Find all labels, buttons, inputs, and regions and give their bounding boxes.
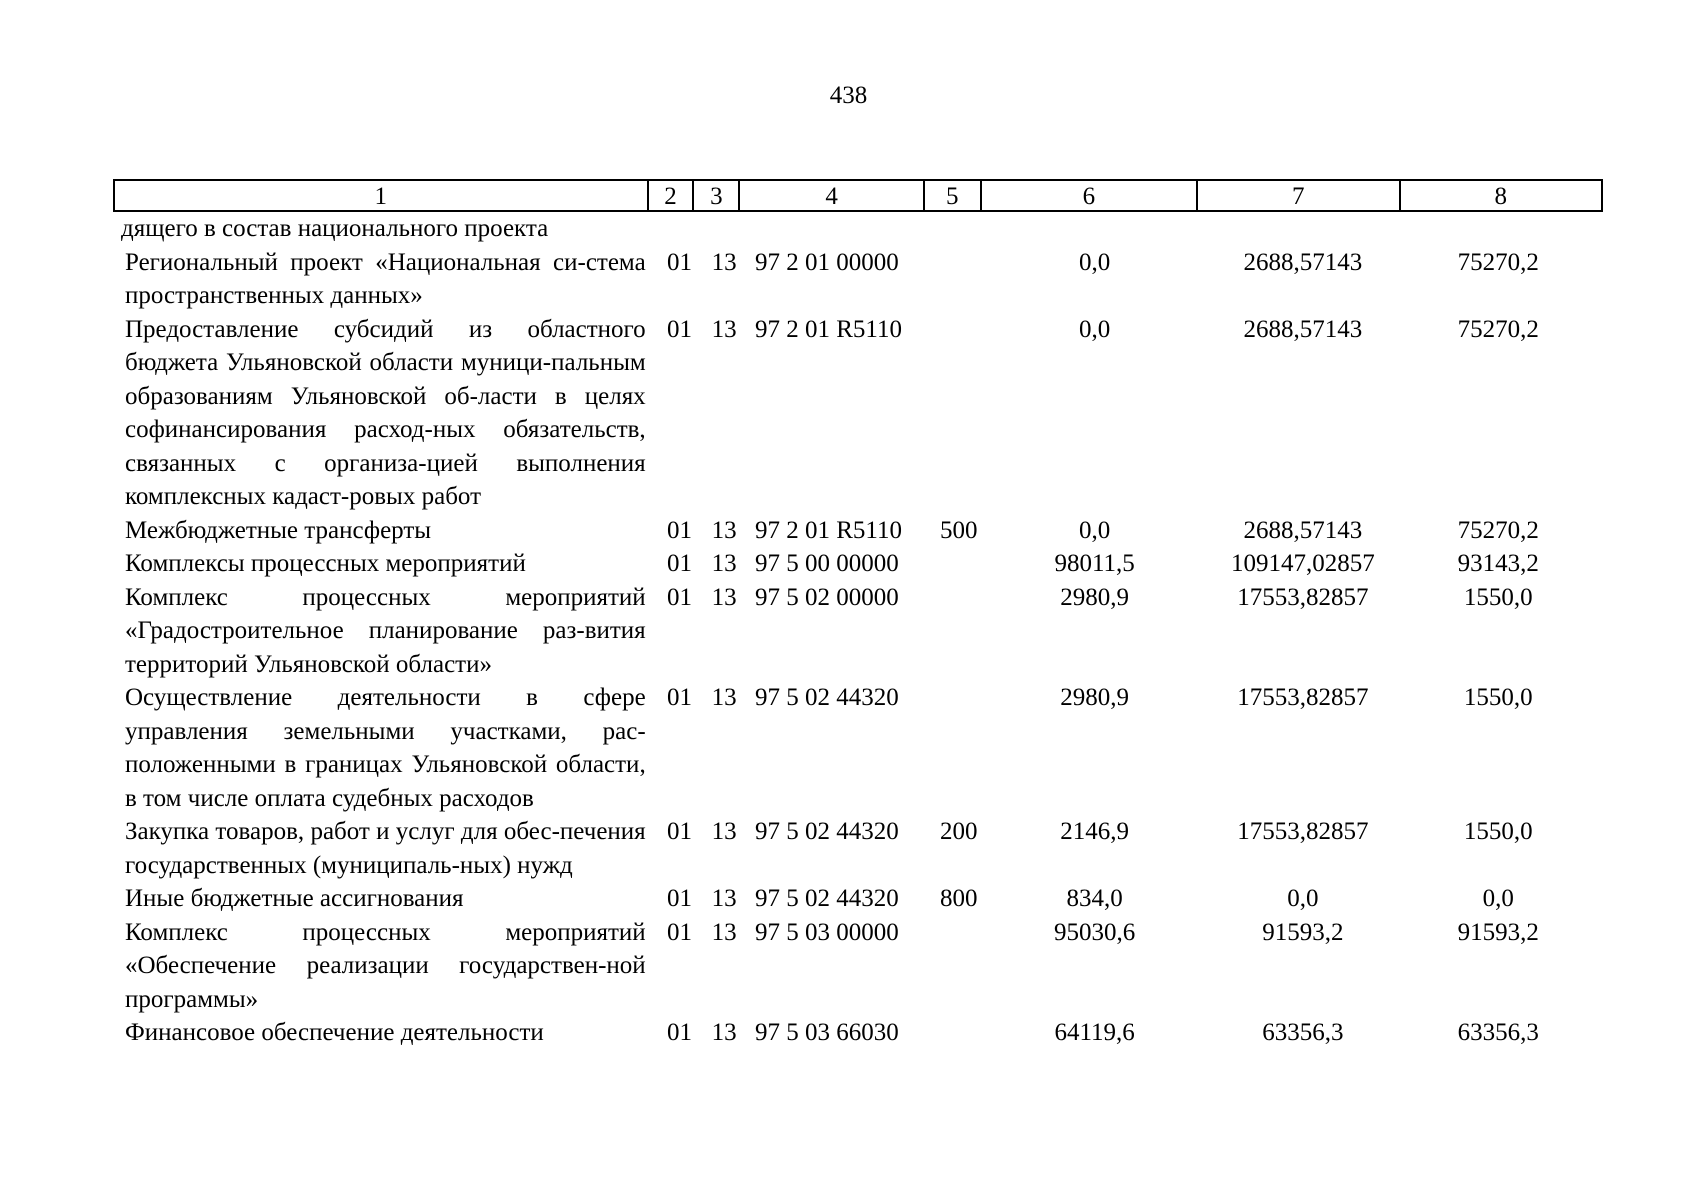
row-subsection: 13 [711,315,737,343]
page-number: 438 [829,82,868,109]
row-section: 01 [667,550,692,577]
row-target-code: 97 2 01 R5110 [754,315,902,343]
row-name: Комплексы процессных мероприятий [125,550,526,577]
row-section: 01 [667,1019,692,1046]
row-amount-col6: 834,0 [1066,885,1123,912]
row-name: Финансовое обеспечение деятельности [125,1019,544,1046]
row-subsection: 13 [711,918,737,946]
row-subsection: 13 [711,248,737,276]
row-subsection: 13 [711,684,737,711]
row-name: Комплекс процессных мероприятий «Градостроительное планирование раз-вития территорий Ульяновской области» [125,583,646,678]
row-target-code: 97 5 03 66030 [754,1019,899,1046]
table-row [113,547,1603,581]
row-amount-col8: 75270,2 [1457,248,1539,276]
row-expense-type: 200 [940,818,978,845]
row-name: Предоставление субсидий из областного бюджета Ульяновской области муници-пальным образованиям Ульяновской об-ласти в целях софинансирования расход-ных обязательств, связанных с организа-цией выполнения комплексных кадаст-ровых работ [125,315,646,510]
table-row [113,882,1603,916]
row-section: 01 [667,248,692,276]
header-col-2: 2 [649,181,695,210]
row-name: Закупка товаров, работ и услуг для обес-печения государственных (муниципаль-ных) нужд [125,818,646,879]
row-name: Региональный проект «Национальная си-стема пространственных данных» [125,248,646,309]
row-amount-col7: 2688,57143 [1243,315,1363,343]
header-col-5: 5 [925,181,982,210]
row-subsection: 13 [711,583,737,611]
row-target-code: 97 5 02 00000 [754,583,899,611]
row-name: Комплекс процессных мероприятий «Обеспечение реализации государствен-ной программы» [125,918,646,1013]
row-amount-col7: 17553,82857 [1237,684,1369,711]
budget-table [113,179,1603,1050]
table-header-row [113,179,1603,212]
row-amount-col6: 0,0 [1079,315,1111,343]
row-amount-col7: 63356,3 [1262,1019,1344,1046]
row-section: 01 [667,684,692,711]
row-amount-col8: 91593,2 [1457,918,1539,946]
row-amount-col8: 0,0 [1482,885,1514,912]
row-amount-col7: 0,0 [1287,885,1319,912]
row-amount-col7: 109147,02857 [1231,550,1375,577]
row-target-code: 97 5 02 44320 [754,684,899,711]
row-subsection: 13 [711,885,737,912]
row-amount-col7: 2688,57143 [1243,516,1363,544]
row-target-code: 97 2 01 R5110 [754,516,902,544]
row-amount-col8: 75270,2 [1457,315,1539,343]
row-target-code: 97 5 03 00000 [754,918,899,946]
row-amount-col7: 2688,57143 [1243,248,1363,276]
row-section: 01 [667,315,692,343]
row-expense-type: 800 [940,885,978,912]
row-target-code: 97 5 00 00000 [754,550,899,577]
header-col-8: 8 [1494,183,1507,210]
continuation-row [113,212,1603,246]
row-subsection: 13 [711,818,737,845]
row-amount-col8: 93143,2 [1457,550,1539,577]
row-target-code: 97 2 01 00000 [754,248,899,276]
row-amount-col6: 2980,9 [1060,684,1130,711]
row-name: дящего в состав национального проекта [121,215,549,242]
row-amount-col8: 1550,0 [1463,583,1533,611]
row-section: 01 [667,885,692,912]
row-amount-col8: 1550,0 [1463,684,1533,711]
row-amount-col6: 2980,9 [1060,583,1130,611]
row-amount-col8: 63356,3 [1457,1019,1539,1046]
table-row [113,916,1603,1017]
table-body [113,212,1603,1050]
row-name: Межбюджетные трансферты [125,516,432,544]
row-amount-col6: 95030,6 [1054,918,1136,946]
row-section: 01 [667,516,692,544]
header-col-6: 6 [982,181,1198,210]
row-amount-col7: 17553,82857 [1237,818,1369,845]
row-amount-col6: 0,0 [1079,516,1111,544]
header-col-7: 7 [1198,181,1400,210]
row-amount-col6: 98011,5 [1054,550,1135,577]
row-name: Осуществление деятельности в сфере управления земельными участками, рас-положенными в границах Ульяновской области, в том числе оплата судебных расходов [125,684,646,812]
header-col-4: 4 [740,181,925,210]
row-subsection: 13 [711,516,737,544]
table-row [113,313,1603,514]
header-col-1: 1 [115,181,649,210]
row-amount-col6: 2146,9 [1060,818,1130,845]
row-amount-col6: 0,0 [1079,248,1111,276]
table-row [113,1016,1603,1050]
row-target-code: 97 5 02 44320 [754,818,899,845]
row-amount-col7: 17553,82857 [1237,583,1369,611]
table-row [113,514,1603,548]
header-col-3: 3 [694,181,740,210]
row-section: 01 [667,918,692,946]
row-subsection: 13 [711,1019,737,1046]
table-row [113,581,1603,682]
row-section: 01 [667,818,692,845]
row-target-code: 97 5 02 44320 [754,885,899,912]
table-row [113,246,1603,313]
row-amount-col7: 91593,2 [1262,918,1344,946]
table-row [113,815,1603,882]
row-amount-col8: 75270,2 [1457,516,1539,544]
row-name: Иные бюджетные ассигнования [125,885,464,912]
row-expense-type: 500 [940,516,978,544]
row-amount-col8: 1550,0 [1463,818,1533,845]
row-subsection: 13 [711,550,737,577]
table-row [113,681,1603,815]
row-amount-col6: 64119,6 [1054,1019,1135,1046]
row-section: 01 [667,583,692,611]
